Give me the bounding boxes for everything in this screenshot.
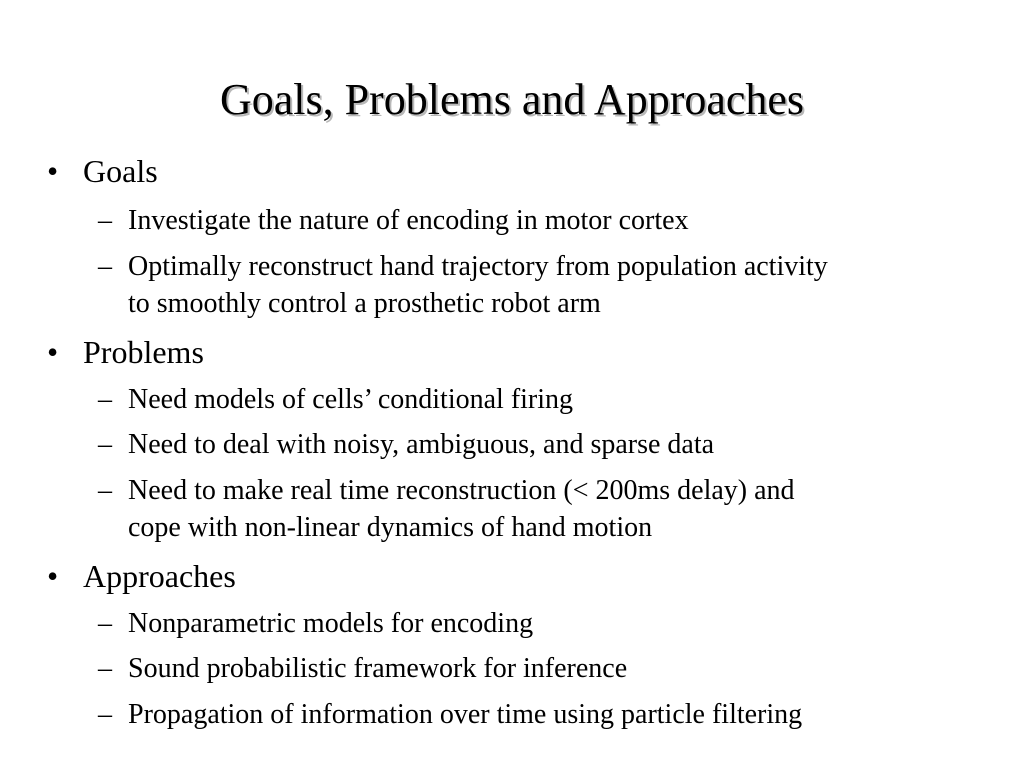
sub-bullet-text: Propagation of information over time using particle filtering xyxy=(128,699,803,730)
sub-bullet-text: Need models of cells’ conditional firing xyxy=(128,384,574,415)
sub-bullet-text: Nonparametric models for encoding xyxy=(128,608,534,639)
sub-bullet-text: Optimally reconstruct hand trajectory from population activity xyxy=(128,251,828,282)
sub-bullet-approaches-3 xyxy=(98,698,803,732)
sub-bullet-goals-1 xyxy=(98,204,689,238)
dash-icon: – xyxy=(98,205,112,236)
sub-bullet-text: Need to make real time reconstruction (< 200ms delay) and xyxy=(128,475,795,506)
dash-icon: – xyxy=(98,608,112,639)
sub-bullet-text-continued: cope with non-linear dynamics of hand motion xyxy=(128,512,653,543)
dash-icon: – xyxy=(98,251,112,282)
sub-bullet-text-continued: to smoothly control a prosthetic robot arm xyxy=(128,288,601,319)
dash-icon: – xyxy=(98,653,112,684)
section-heading-approaches: Approaches xyxy=(83,558,236,594)
bullet-approaches xyxy=(47,558,236,594)
dash-icon: – xyxy=(98,699,112,730)
sub-bullet-approaches-2 xyxy=(98,652,628,686)
dash-icon: – xyxy=(98,475,112,506)
sub-bullet-goals-2 xyxy=(98,250,828,321)
section-heading-goals: Goals xyxy=(83,153,158,189)
bullet-icon: • xyxy=(47,153,59,189)
sub-bullet-problems-1 xyxy=(98,383,574,417)
bullet-goals xyxy=(47,153,158,189)
bullet-problems xyxy=(47,334,204,370)
dash-icon: – xyxy=(98,429,112,460)
bullet-icon: • xyxy=(47,334,59,370)
dash-icon: – xyxy=(98,384,112,415)
bullet-icon: • xyxy=(47,558,59,594)
slide-title: Goals, Problems and Approaches xyxy=(219,75,805,124)
sub-bullet-problems-2 xyxy=(98,428,715,462)
sub-bullet-text: Sound probabilistic framework for inference xyxy=(128,653,628,684)
section-heading-problems: Problems xyxy=(83,334,204,370)
sub-bullet-text: Need to deal with noisy, ambiguous, and sparse data xyxy=(128,429,715,460)
sub-bullet-text: Investigate the nature of encoding in motor cortex xyxy=(128,205,689,236)
sub-bullet-problems-3 xyxy=(98,474,795,545)
sub-bullet-approaches-1 xyxy=(98,607,534,641)
